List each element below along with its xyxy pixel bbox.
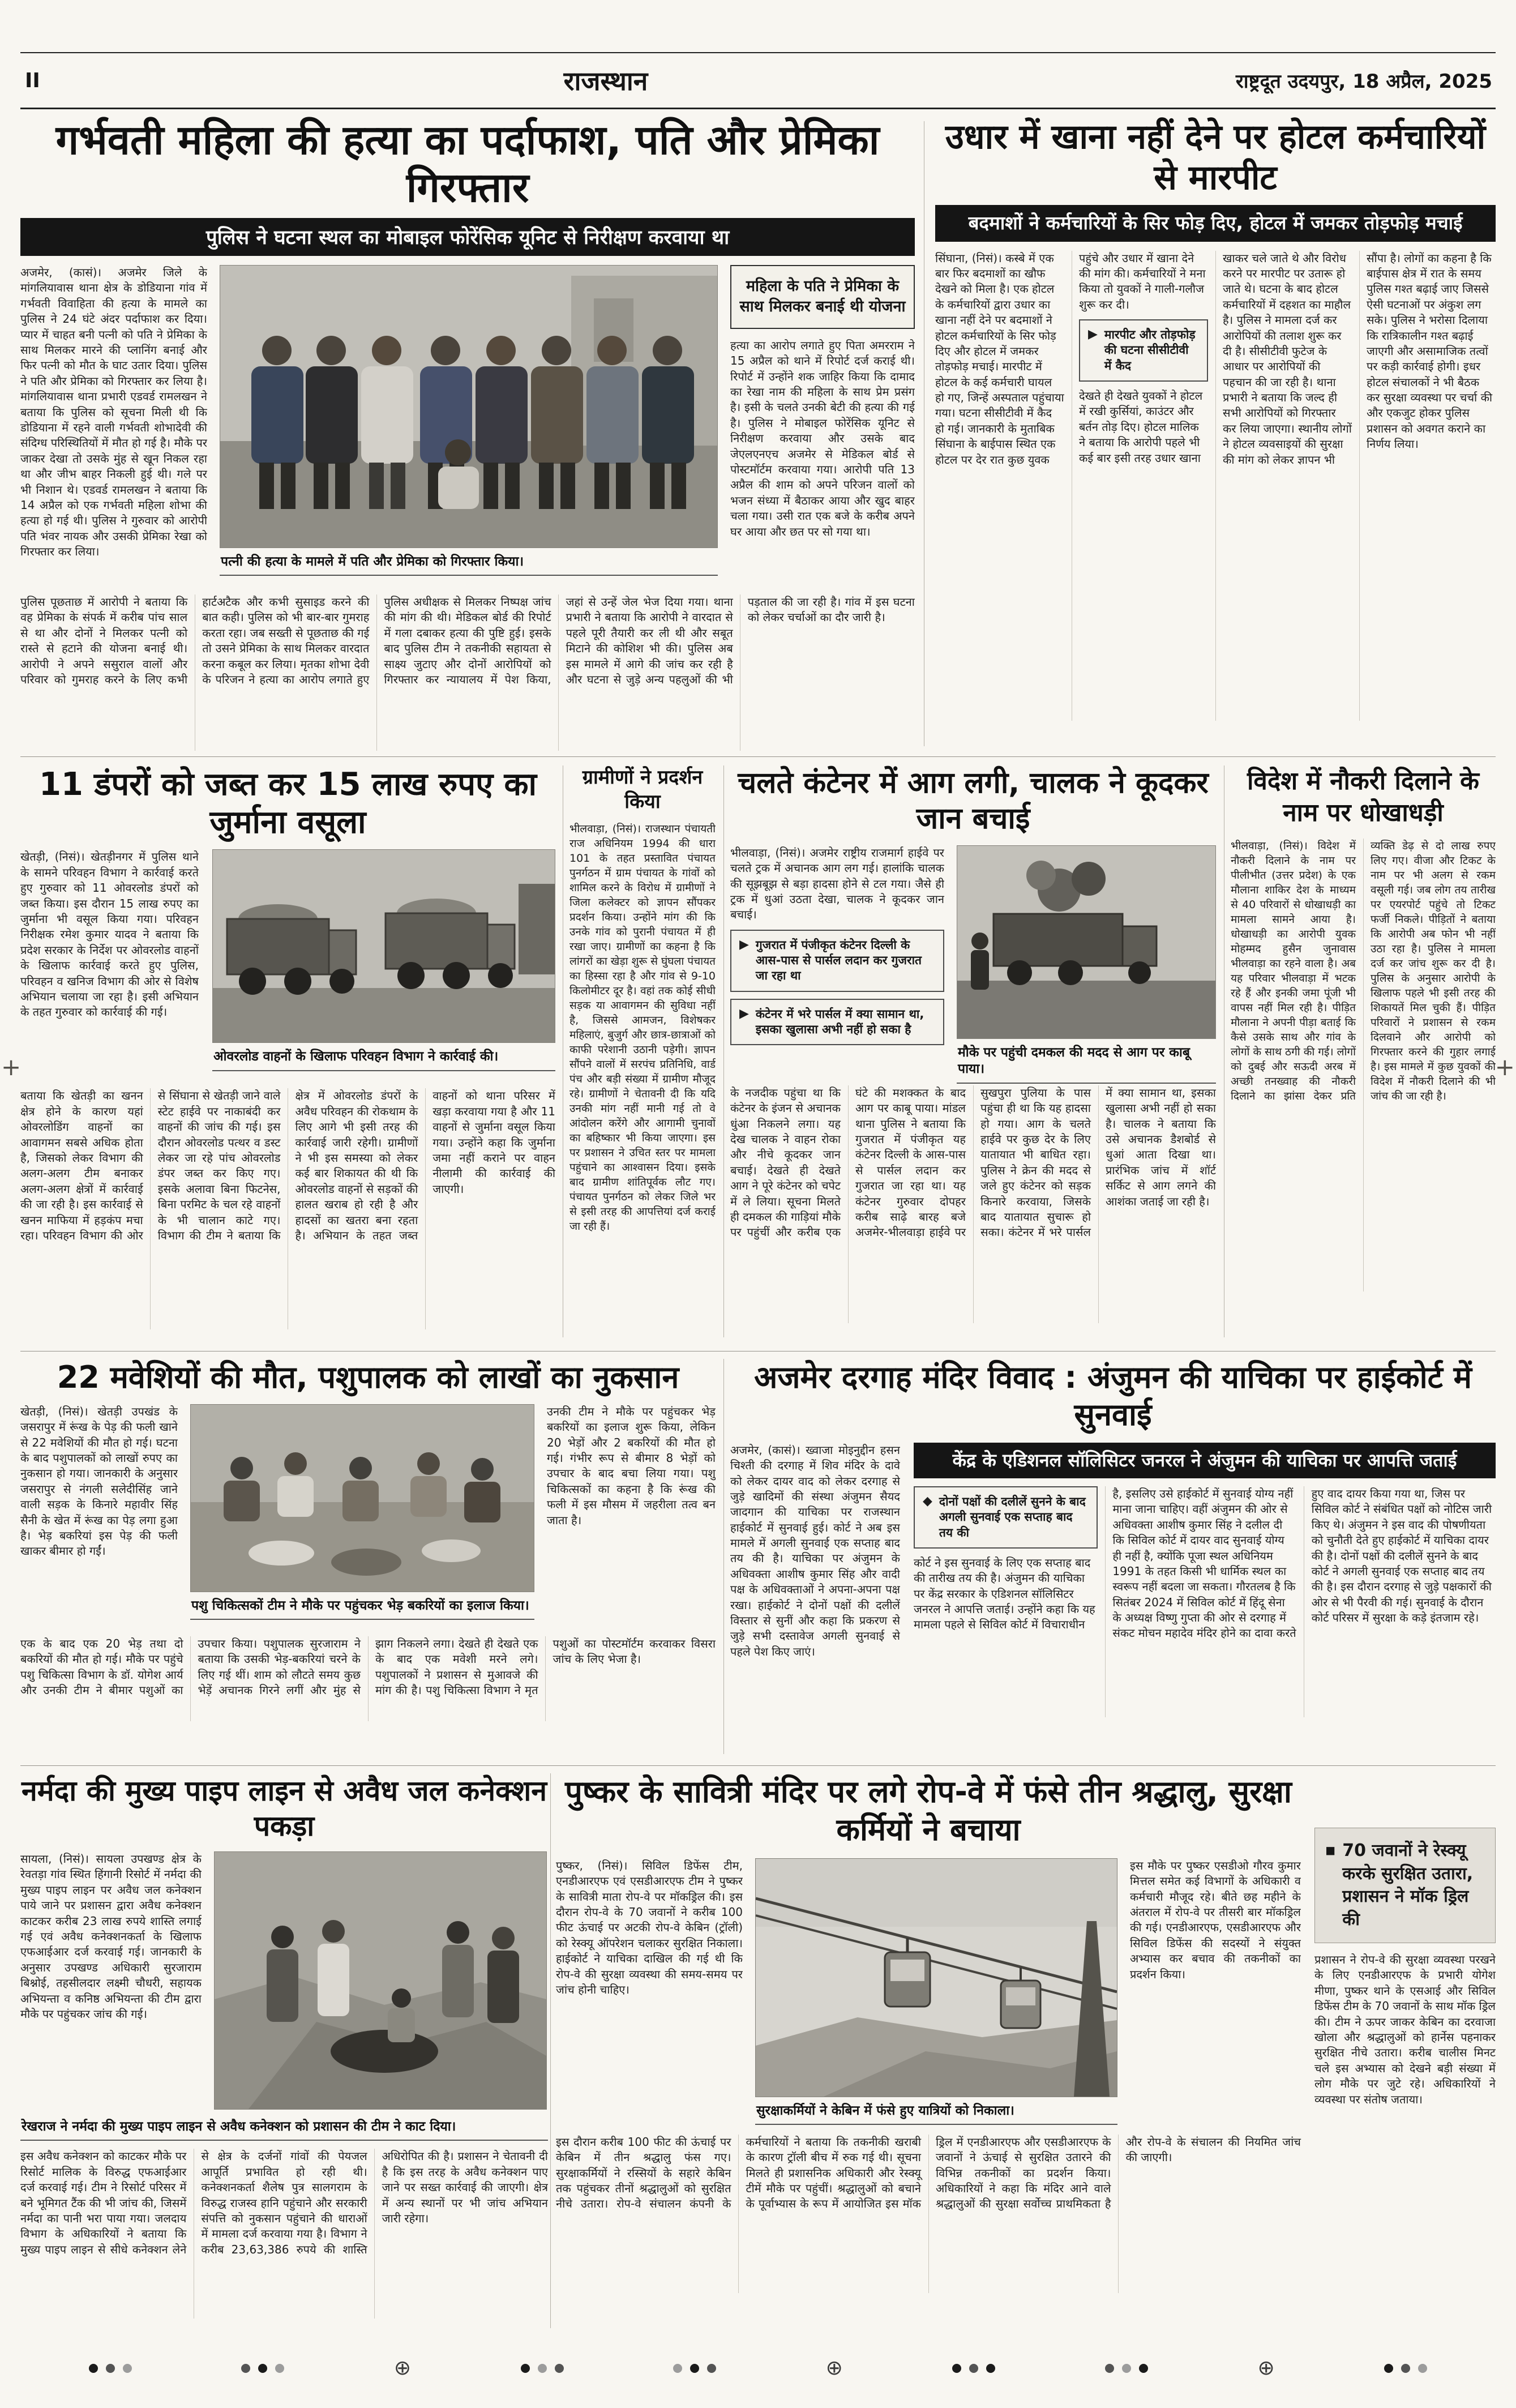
hotel-subhead: बदमाशों ने कर्मचारियों के सिर फोड़ दिए, होटल में जमकर तोड़फोड़ मचाई [935, 205, 1496, 242]
article-container-fire [730, 765, 1216, 1338]
crop-mark-icon: ⊕ [1257, 2356, 1275, 2380]
ropeway-main-col [556, 1773, 1301, 2331]
murder-side-col [730, 265, 915, 585]
narmada-headline: नर्मदा की मुख्य पाइप लाइन से अवैध जल कनेक्शन पकड़ा [22, 1774, 547, 1842]
narmada-top-row [20, 1851, 548, 2110]
cattle-headline: 22 मवेशियों की मौत, पशुपालक को लाखों का नुकसान [57, 1359, 679, 1395]
ropeway-layout [556, 1773, 1496, 2331]
hotel-body-2: देखते ही देखते युवकों ने होटल में रखी कुर्सियां, काउंटर और बर्तन तोड़ दिए। होटल मालिक ने बताया कि आरोपी पहले भी कई बार इसी तरह उधार खाना खाकर चले जाते थे और विरोध करने पर मारपीट पर उतारू हो जाते थे। घटना के बाद होटल कर्मचारियों में दहशत का माहौल है। पुलिस ने मामला दर्ज कर आरोपियों की तलाश शुरू कर दी है। सीसीटीवी फुटेज के आधार पर आरोपियों की पहचान की जा रही है। थाना प्रभारी ने बताया कि जल्द ही सभी आरोपियों को गिरफ्तार कर लिया जाएगा। स्थानीय लोगों ने होटल व्यवसाइयों की सुरक्षा की मांग को लेकर ज्ञापन भी सौंपा है। लोगों का कहना है कि बाईपास क्षेत्र में रात के समय पुलिस गश्त बढ़ाई जाए जिससे ऐसी घटनाओं पर अंकुश लग सके। पुलिस ने भरोसा दिलाया कि रात्रिकालीन गश्त बढ़ाई जाएगी और असामाजिक तत्वों पर कड़ी कार्रवाई होगी। इधर होटल संचालकों ने भी बैठक कर सुरक्षा व्यवस्था पर चर्चा की और एकजुट होकर पुलिस प्रशासन को अवगत कराने का निर्णय लिया। [1079, 251, 1493, 467]
hotel-body-columns [935, 251, 1496, 721]
dargah-body-columns [914, 1486, 1496, 1717]
registration-footer [34, 2349, 1482, 2388]
dargah-bullet-text: दोनों पक्षों की दलीलें सुनने के बाद अगली सुनवाई एक सप्ताह बाद तय की [939, 1494, 1086, 1539]
dumpers-body: बताया कि खेतड़ी का खनन क्षेत्र होने के कारण यहां ओवरलोडिंग वाहनों का आवागमन सबसे अधिक होता है, जिसको लेकर विभाग की अलग-अलग टीम बनाकर अलग-अलग क्षेत्रों में कार्रवाई की जा रही है। इस कार्रवाई से खनन माफिया में हड़कंप मचा रहा। परिवहन विभाग की ओर से सिंघाना से खेतड़ी जाने वाले स्टेट हाईवे पर नाकाबंदी कर वाहनों की जांच की गई। इस दौरान ओवरलोड पत्थर व डस्ट लेकर जा रहे पांच ओवरलोड डंपर जब्त कर किए गए। इसके अलावा बिना फिटनेस, बिना परमिट के चल रहे वाहनों के भी चालान काटे गए। विभाग की टीम ने बताया कि क्षेत्र में ओवरलोड डंपरों के अवैध परिवहन की रोकथाम के लिए आगे भी इसी तरह की कार्रवाई जारी रहेगी। ग्रामीणों ने भी इस समस्या को लेकर कई बार शिकायत की थी कि ओवरलोड वाहनों से सड़कों की हालत खराब हो रही है और हादसों का खतरा बना रहता है। अभियान के तहत जब्त वाहनों को थाना परिसर में खड़ा करवाया गया है और 11 वाहनों से जुर्माना वसूल किया गया। उन्होंने कहा कि जुर्माना जमा नहीं कराने पर वाहन नीलामी की कार्रवाई की जाएगी। [20, 1089, 555, 1242]
crop-mark-icon: ⊕ [825, 2356, 843, 2380]
cattle-caption: पशु चिकित्सकों टीम ने मौके पर पहुंचकर भेड़ बकरियों का इलाज किया। [190, 1592, 534, 1620]
crop-mark-icon: ⊕ [393, 2356, 412, 2380]
container-intro: भीलवाड़ा, (निसं)। अजमेर राष्ट्रीय राजमार्ग हाईवे पर चलते ट्रक में अचानक आग लग गई। हालांकि चालक की सूझबूझ से बड़ा हादसा होने से टल गया। जैसे ही ट्रक में धुआं उठता देखा, चालक ने कूदकर जान बचाई। [730, 845, 944, 922]
registration-dots [89, 2364, 132, 2373]
registration-dots [241, 2364, 284, 2373]
dumpers-intro: खेतड़ी, (निसं)। खेतड़ीनगर में पुलिस थाने के सामने परिवहन विभाग ने कार्रवाई करते हुए गुरुवार को 11 ओवरलोड डंपरों को जब्त किया। इस दौरान 15 लाख रुपए का जुर्माना भी वसूल किया गया। परिवहन निरीक्षक रमेश कुमार यादव ने बताया कि प्रदेश सरकार के निर्देश पर ओवरलोड वाहनों के खिलाफ कार्रवाई करते हुए पुलिस, परिवहन व खनिज विभाग की ओर से विशेष अभियान चलाया जा रहा है। इसी अभियान के तहत गुरुवार को कार्रवाई की गई। [20, 850, 199, 1019]
fraud-body: भीलवाड़ा, (निसं)। विदेश में नौकरी दिलाने के नाम पर पीलीभीत (उत्तर प्रदेश) के एक मौलाना शाकिर देश के माध्यम से 40 परिवारों से धोखाधड़ी का मामला सामने आया है। धोखाधड़ी का आरोपी युवक मोहम्मद हुसैन जुनावास भीलवाड़ा का रहने वाला है। अब यह परिवार भीलवाड़ा में भटक रहे हैं और इनकी जमा पूंजी भी वापस नहीं मिल रही है। पीड़ित मौलाना ने अपनी पीड़ा बताई कि कैसे उसके साथ और गांव के लोगों के साथ ठगी की गई। लोगों को दुबई और सऊदी अरब में अच्छी तनख्वाह की नौकरी दिलाने का झांसा देकर प्रति व्यक्ति डेढ़ से दो लाख रुपए लिए गए। वीजा और टिकट के नाम पर भी अलग से रकम वसूली गई। जब लोग तय तारीख पर एयरपोर्ट पहुंचे तो टिकट फर्जी निकले। पीड़ितों ने बताया कि आरोपी अब फोन भी नहीं उठा रहा है। पुलिस ने मामला दर्ज कर जांच शुरू कर दी है। पुलिस के अनुसार आरोपी के खिलाफ पहले भी इसी तरह की शिकायतें मिल चुकी हैं। पीड़ित परिवारों ने प्रशासन से रकम दिलवाने और आरोपी को गिरफ्तार करने की गुहार लगाई है। इस मामले में कुछ युवकों की विदेश में नौकरी दिलाने की भी जांच की जा रही है। [1231, 839, 1496, 1102]
article-dumpers [20, 765, 555, 1338]
registration-dots [1105, 2364, 1148, 2373]
masthead [20, 52, 1496, 109]
cattle-intro: खेतड़ी, (निसं)। खेतड़ी उपखंड के जसरापुर में रूंख के पेड़ की फली खाने से 22 मवेशियों की मौत हो गई। घटना के बाद पशुपालकों को लाखों रुपए का नुकसान हो गया। जानकारी के अनुसार जसरापुर से नंगली सलेदीसिंह जाने वाली सड़क के किनारे महावीर सिंह सैनी के खेत में रूंख का पेड़ लगा हुआ है। भेड़ बकरियां इस पेड़ की फली खाकर बीमार हो गईं। [20, 1404, 178, 1558]
diamond-icon: ◆ [923, 1494, 932, 1508]
divider-horizontal [20, 1765, 1496, 1766]
crop-mark-left: + [1, 1053, 22, 1081]
ropeway-top-row [556, 1858, 1301, 2127]
square-bullet-icon: ◼ [1325, 1844, 1336, 1858]
container-caption: मौके पर पहुंची दमकल की मदद से आग पर काबू पाया। [957, 1039, 1216, 1084]
dumpers-headline: 11 डंपरों को जब्त कर 15 लाख रुपए का जुर्माना वसूला [38, 766, 537, 841]
container-body: के नजदीक पहुंचा था कि कंटेनर के इंजन से अचानक धुंआ निकलने लगा। यह देख चालक ने वाहन रोका और नीचे कूदकर जान बचाई। देखते ही देखते आग ने पूरे कंटेनर को चपेट में ले लिया। सूचना मिलते ही दमकल की गाड़ियां मौके पर पहुंचीं और करीब एक घंटे की मशक्कत के बाद आग पर काबू पाया। मांडल थाना पुलिस ने बताया कि गुजरात में पंजीकृत यह कंटेनर दिल्ली के आस-पास से पार्सल लदान कर गुजरात जा रहा था। यह कंटेनर गुरुवार दोपहर करीब साढ़े बारह बजे अजमेर-भीलवाड़ा हाईवे पर सुखपुरा पुलिया के पास पहुंचा ही था कि यह हादसा हो गया। आग के चलते हाईवे पर कुछ देर के लिए यातायात भी बाधित रहा। पुलिस ने क्रेन की मदद से जले हुए कंटेनर को सड़क किनारे करवाया, जिसके बाद यातायात सुचारू हो सका। कंटेनर में भरे पार्सल में क्या सामान था, इसका खुलासा अभी नहीं हो सका है। चालक ने बताया कि उसे अचानक डैशबोर्ड से धुआं आता दिखा था। प्रारंभिक जांच में शॉर्ट सर्किट से आग लगने की आशंका जताई जा रही है। [730, 1085, 1216, 1239]
cattle-top-row [20, 1404, 716, 1628]
container-headline: चलते कंटेनर में आग लगी, चालक ने कूदकर जान बचाई [738, 766, 1209, 836]
dargah-main-row [730, 1443, 1496, 1737]
murder-side-text: हत्या का आरोप लगाते हुए पिता अमरराम ने 15 अप्रैल को थाने में रिपोर्ट दर्ज कराई थी। रिपोर्ट में उन्होंने शक जाहिर किया कि दामाद का रेखा नाम की महिला के साथ प्रेम प्रसंग है। इसी के चलते उनकी बेटी की हत्या की गई है। पुलिस ने मोबाइल फोरेंसिक यूनिट से निरीक्षण करवाया और उसके बाद जेएलएनएच अजमेर से मेडिकल बोर्ड से पोस्टमॉर्टम करवाया गया। आरोपी पति 13 अप्रैल की शाम को अपने परिजन वालों को भजन संध्या में बैठाकर आया और खुद बाहर चला गया। उसी रात एक बजे के करीब अपने घर आया और छत पर सो गया था। [730, 338, 915, 538]
protest-headline: ग्रामीणों ने प्रदर्शन किया [582, 766, 703, 813]
dargah-right-area [914, 1443, 1496, 1737]
hotel-box-text: मारपीट और तोड़फोड़ की घटना सीसीटीवी में कैद [1104, 328, 1196, 373]
divider-vertical [723, 765, 724, 1337]
article-ropeway [556, 1773, 1496, 2331]
murder-caption: पत्नी की हत्या के मामले में पति और प्रेमिका को गिरफ्तार किया। [220, 548, 718, 576]
ropeway-body: इस दौरान करीब 100 फीट की ऊंचाई पर केबिन में तीन श्रद्धालु फंस गए। सुरक्षाकर्मियों ने रस्सियों के सहारे केबिन तक पहुंचकर तीनों श्रद्धालुओं को सुरक्षित नीचे उतारा। रोप-वे संचालन कंपनी के कर्मचारियों ने बताया कि तकनीकी खराबी के कारण ट्रॉली बीच में रुक गई थी। सूचना मिलते ही प्रशासनिक अधिकारी और रेस्क्यू टीमें मौके पर पहुंचीं। श्रद्धालुओं को बचाने के पूर्वाभ्यास के रूप में आयोजित इस मॉक ड्रिल में एनडीआरएफ और एसडीआरएफ के जवानों ने ऊंचाई से सुरक्षित उतारने की विभिन्न तकनीकों का प्रदर्शन किया। अधिकारियों ने कहा कि मंदिर आने वाले श्रद्धालुओं की सुरक्षा सर्वोच्च प्राथमिकता है और रोप-वे के संचालन की नियमित जांच की जाएगी। [556, 2135, 1301, 2211]
hotel-body-1: सिंघाना, (निसं)। कस्बे में एक बार फिर बदमाशों का खौफ देखने को मिला है। एक होटल के कर्मचारियों द्वारा उधार का खाना नहीं देने पर बदमाशों ने होटल कर्मचारियों के सिर फोड़ दिए और होटल में जमकर तोड़फोड़ मचाई। मारपीट में होटल के कई कर्मचारी घायल हो गए, जिन्हें अस्पताल पहुंचाया गया। घटना सीसीटीवी में कैद हो गई। जानकारी के मुताबिक सिंघाना के बाईपास स्थित एक होटल पर देर रात कुछ युवक पहुंचे और उधार में खाना देने की मांग की। कर्मचारियों ने मना किया तो युवकों ने गाली-गलौज शुरू कर दी। [935, 251, 1206, 467]
registration-dots [521, 2364, 564, 2373]
murder-subhead: पुलिस ने घटना स्थल का मोबाइल फोरेंसिक यूनिट से निरीक्षण करवाया था [20, 218, 915, 256]
murder-headline: गर्भवती महिला की हत्या का पर्दाफाश, पति और प्रेमिका गिरफ्तार [55, 117, 880, 211]
narmada-body: इस अवैध कनेक्शन को काटकर मौके पर रिसोर्ट मालिक के विरुद्ध एफआईआर दर्ज करवाई गई। टीम ने रिसोर्ट परिसर में बने भूमिगत टैंक की भी जांच की, जिसमें नर्मदा का पानी भरा पाया गया। जलदाय विभाग के अधिकारियों ने बताया कि मुख्य पाइप लाइन से सीधे कनेक्शन लेने से क्षेत्र के दर्जनों गांवों की पेयजल आपूर्ति प्रभावित हो रही थी। कनेक्शनकर्ता शैलेष पुत्र सालगराम के विरुद्ध राजस्व हानि पहुंचाने और सरकारी संपत्ति को नुकसान पहुंचाने की धाराओं में मामला दर्ज करवाया गया है। विभाग ने करीब 23,63,386 रुपये की शास्ति अधिरोपित की है। प्रशासन ने चेतावनी दी है कि इस तरह के अवैध कनेक्शन पाए जाने पर सख्त कार्रवाई की जाएगी। क्षेत्र में अन्य स्थानों पर भी जांच अभियान जारी रहेगा। [20, 2149, 548, 2256]
photo-cattle-treatment [190, 1404, 534, 1592]
ropeway-sidebar-box [1314, 1828, 1496, 1943]
ropeway-headline: पुष्कर के सावित्री मंदिर पर लगे रोप-वे में फंसे तीन श्रद्धालु, सुरक्षा कर्मियों ने बचाया [565, 1774, 1292, 1847]
ropeway-caption: सुरक्षाकर्मियों ने केबिन में फंसे हुए यात्रियों को निकाला। [755, 2097, 1117, 2125]
article-dargah [730, 1359, 1496, 1756]
box-arrow-icon: ▶ [739, 937, 749, 952]
article-protest [569, 765, 716, 1338]
divider-vertical [550, 1773, 551, 2328]
protest-body: भीलवाड़ा, (निसं)। राजस्थान पंचायती राज अधिनियम 1994 की धारा 101 के तहत प्रस्तावित पंचायत पुनर्गठन में ग्राम पंचायत के गांवों को शामिल करने के विरोध में ग्रामीणों ने जिला कलेक्टर को ज्ञापन सौंपकर प्रदर्शन किया। उन्होंने मांग की कि उनके गांव को पुरानी पंचायत में ही रखा जाए। ग्रामीणों का कहना है कि लांगरों का खेड़ा शुरू से घुंघला पंचायत का हिस्सा रहा है और गांव से 9-10 किलोमीटर दूर है। वहां तक कोई सीधी सड़क या आवागमन की सुविधा नहीं है, जिससे आमजन, विशेषकर महिलाएं, बुजुर्ग और छात्र-छात्राओं को काफी परेशानी उठानी पड़ेगी। ज्ञापन सौंपने वालों में सरपंच प्रतिनिधि, वार्ड पंच और बड़ी संख्या में ग्रामीण मौजूद रहे। ग्रामीणों ने चेतावनी दी कि यदि उनकी मांग नहीं मानी गई तो वे आंदोलन करेंगे और आगामी चुनावों का बहिष्कार भी किया जाएगा। इस पर प्रशासन ने उचित स्तर पर मामला पहुंचाने का आश्वासन दिया। इसके बाद ग्रामीण शांतिपूर्वक लौट गए। पंचायत पुनर्गठन को लेकर जिले भर से इसी तरह की आपत्तियां दर्ज कराई जा रही हैं। [569, 823, 716, 1233]
divider-vertical [723, 1359, 724, 1754]
ropeway-side-text: इस मौके पर पुष्कर एसडीओ गौरव कुमार मित्तल समेत कई विभागों के अधिकारी व कर्मचारी मौजूद रहे। बीते छह महीने के अंतराल में रोप-वे पर तीसरी बार मॉकड्रिल की गई। एनडीआरएफ, एसडीआरएफ और सिविल डिफेंस की सदस्यों ने संयुक्त अभ्यास कर बचाव की तकनीकों का प्रदर्शन किया। [1130, 1858, 1301, 1981]
ropeway-sidebar-title: 70 जवानों ने रेस्क्यू करके सुरक्षित उतारा, प्रशासन ने मॉक ड्रिल की [1342, 1841, 1474, 1930]
photo-police-group [220, 265, 718, 548]
edition-dateline: राष्ट्रदूत उदयपुर, 18 अप्रैल, 2025 [1235, 70, 1492, 93]
registration-dots [1384, 2364, 1427, 2373]
photo-pipeline-inspection [214, 1851, 547, 2110]
article-cattle [20, 1359, 716, 1756]
box-arrow-icon: ▶ [1088, 327, 1098, 342]
murder-photo-figure [220, 265, 718, 585]
dargah-body: कोर्ट ने इस सुनवाई के लिए एक सप्ताह बाद की तारीख तय की है। अंजुमन की याचिका पर केंद्र सरकार के एडिशनल सॉलिसिटर जनरल ने आपत्ति जताई। उन्होंने कहा कि यह मामला पहले से सिविल कोर्ट में विचाराधीन है, इसलिए उसे हाईकोर्ट में सुनवाई योग्य नहीं माना जाना चाहिए। वहीं अंजुमन की ओर से अधिवक्ता आशीष कुमार सिंह ने दलील दी कि सिविल कोर्ट में दायर वाद सुनवाई योग्य ही नहीं है, क्योंकि पूजा स्थल अधिनियम 1991 के तहत किसी भी धार्मिक स्थल का स्वरूप नहीं बदला जा सकता। गौरतलब है कि सितंबर 2024 में सिविल कोर्ट में हिंदू सेना के अध्यक्ष विष्णु गुप्ता की ओर से दरगाह में संकट मोचन महादेव मंदिर होने का दावा करते हुए वाद दायर किया गया था, जिस पर सिविल कोर्ट ने संबंधित पक्षों को नोटिस जारी किए थे। अंजुमन ने इस वाद की पोषणीयता को चुनौती देते हुए हाईकोर्ट में याचिका दायर की है। दोनों पक्षों की दलीलें सुनने के बाद कोर्ट ने अगली सुनवाई एक सप्ताह बाद तय की है। इस दौरान दरगाह से जुड़े पक्षकारों की ओर से भी पैरवी की गई। सुनवाई के दौरान कोर्ट परिसर में सुरक्षा के कड़े इंतजाम रहे। [914, 1486, 1492, 1640]
dumpers-caption: ओवरलोड वाहनों के खिलाफ परिवहन विभाग ने कार्रवाई की। [212, 1043, 555, 1071]
section-title: राजस्थान [563, 66, 648, 96]
narmada-caption: रेखराज ने नर्मदा की मुख्य पाइप लाइन से अवैध कनेक्शन को प्रशासन की टीम ने काट दिया। [20, 2113, 548, 2141]
crop-mark-right: + [1494, 1053, 1515, 1081]
registration-dots [952, 2364, 995, 2373]
cattle-photo-figure [190, 1404, 534, 1628]
registration-dots [673, 2364, 716, 2373]
article-hotel [935, 117, 1496, 751]
murder-note-box: महिला के पति ने प्रेमिका के साथ मिलकर बनाई थी योजना [730, 265, 915, 329]
murder-top-row [20, 265, 915, 585]
photo-dump-trucks [212, 849, 555, 1043]
dumpers-photo-figure [212, 849, 555, 1080]
photo-ropeway-cablecar [755, 1858, 1117, 2097]
hotel-headline: उधार में खाना नहीं देने पर होटल कर्मचारियों से मारपीट [945, 117, 1486, 198]
article-murder [20, 117, 915, 751]
murder-intro: अजमेर, (कासं)। अजमेर जिले के मांगलियावास थाना क्षेत्र के डोडियाना गांव में गर्भवती विवाहिता की हत्या के मामले का पुलिस ने 24 घंटे अंदर पर्दाफाश कर दिया। प्यार में चाहत बनी पत्नी को पति ने प्रेमिका के साथ मिलकर मारने की प्लानिंग बनाई और फिर पत्नी को मौत के घाट उतार दिया। पुलिस ने पति और प्रेमिका को गिरफ्तार कर लिया है। मांगलियावास थाना प्रभारी एडवर्ड रामलखन ने बताया कि पुलिस को सूचना मिली थी कि डोडियाना में रहने वाली गर्भवती शोभादेवी की संदिग्ध परिस्थितियों में मौत हो गई है। मौके पर जाकर देखा तो उसके मुंह से खून निकल रहा था और जीभ बाहर निकली हुई थी। गले पर भी निशान थे। एडवर्ड रामलखन ने बताया कि 14 अप्रैल को एक गर्भवती महिला शोभा की हत्या हो गई थी। पुलिस ने गुरुवार को आरोपी पति भंवर नायक और उसकी प्रेमिका रेखा को गिरफ्तार कर लिया। [20, 266, 207, 559]
murder-body: पुलिस पूछताछ में आरोपी ने बताया कि वह प्रेमिका के संपर्क में करीब पांच साल से था और दोनों ने मिलकर पत्नी को रास्ते से हटाने की योजना बनाई थी। आरोपी ने अपने ससुराल वालों और परिवार को गुमराह करने के लिए कभी हार्टअटैक और कभी सुसाइड करने की बात कही। पुलिस को भी बार-बार गुमराह करता रहा। जब सख्ती से पूछताछ की गई तो उसने प्रेमिका के साथ मिलकर वारदात करना कबूल कर लिया। मृतका शोभा देवी के परिजन ने हत्या का आरोप लगाते हुए पुलिस अधीक्षक से मिलकर निष्पक्ष जांच की मांग की थी। मेडिकल बोर्ड की रिपोर्ट में गला दबाकर हत्या की पुष्टि हुई। इसके बाद पुलिस टीम ने तकनीकी सहायता से साक्ष्य जुटाए और दोनों आरोपियों को गिरफ्तार कर न्यायालय में पेश किया, जहां से उन्हें जेल भेज दिया गया। थाना प्रभारी ने बताया कि आरोपी ने वारदात से पहले पूरी तैयारी कर ली थी और सबूत मिटाने की कोशिश भी की। पुलिस अब इस मामले में आगे की जांच कर रही है और घटना से जुड़े अन्य पहलुओं की भी पड़ताल की जा रही है। गांव में इस घटना को लेकर चर्चाओं का दौर जारी है। [20, 595, 915, 686]
ropeway-sidebar [1314, 1773, 1496, 2331]
dargah-bullet-box [914, 1486, 1098, 1549]
dargah-intro: अजमेर, (कासं)। ख्वाजा मोइनुद्दीन हसन चिश्ती की दरगाह में शिव मंदिर के दावे को लेकर दायर वाद को लेकर दरगाह से जुड़े खादिमों की संस्था अंजुमन सैयद जादगान की याचिका पर राजस्थान हाईकोर्ट में सुनवाई हुई। कोर्ट ने अब इस मामले में अगली सुनवाई एक सप्ताह बाद तय की है। याचिका पर अंजुमन के अधिवक्ता आशीष कुमार सिंह और वादी पक्ष के अधिवक्ताओं ने अपना-अपना पक्ष रखा। हाईकोर्ट ने दोनों पक्षों की दलीलें विस्तार से सुनीं और कहा कि प्रकरण से जुड़े सभी दस्तावेज अगली सुनवाई से पहले पेश किए जाएं। [730, 1443, 900, 1658]
article-narmada [20, 1773, 548, 2331]
divider-horizontal [20, 756, 1496, 757]
dargah-headline: अजमेर दरगाह मंदिर विवाद : अंजुमन की याचिका पर हाईकोर्ट में सुनवाई [754, 1359, 1472, 1432]
ropeway-photo-figure [755, 1858, 1117, 2127]
container-top-row [730, 845, 1216, 1077]
hotel-highlight-box [1079, 319, 1208, 382]
container-box-2-text: कंटेनर में भरे पार्सल में क्या सामान था, इसका खुलासा अभी नहीं हो सका है [755, 1007, 924, 1037]
cattle-side-text: उनकी टीम ने मौके पर पहुंचकर भेड़ बकरियों का इलाज शुरू किया, लेकिन 20 भेड़ों और 2 बकरियों की मौत हो गई। गंभीर रूप से बीमार 8 भेड़ों को उपचार के बाद बचा लिया गया। पशु चिकित्सकों का कहना है कि रूंख की फली में इस मौसम में जहरीला तत्व बन जाता है। [547, 1404, 716, 1527]
article-fraud [1231, 765, 1496, 1338]
box-arrow-icon: ▶ [739, 1006, 749, 1021]
container-photo-figure [957, 845, 1216, 1077]
container-left-col [730, 845, 944, 1077]
ropeway-intro: पुष्कर, (निसं)। सिविल डिफेंस टीम, एनडीआरएफ एवं एसडीआरएफ टीम ने पुष्कर के सावित्री माता रोप-वे पर मॉकड्रिल की। इस दौरान रोप-वे के 70 जवानों ने करीब 100 फीट ऊंचाई पर अटकी रोप-वे केबिन (ट्रॉली) को रेस्क्यू ऑपरेशन चलाकर सुरक्षित निकाला। हाईकोर्ट ने याचिका दाखिल की गई थी कि रोप-वे की सुरक्षा व्यवस्था की समय-समय पर जांच होनी चाहिए। [556, 1858, 743, 1997]
narmada-intro: सायला, (निसं)। सायला उपखण्ड क्षेत्र के रेवतड़ा गांव स्थित हिंगानी रिसोर्ट में नर्मदा की मुख्य पाइप लाइन पर अवैध जल कनेक्शन पाये जाने पर प्रशासन द्वारा अवैध कनेक्शन काटकर करीब 23 लाख रुपये शास्ति लगाई गई एवं अवैध कनेक्शनकर्ता के खिलाफ एफआईआर दर्ज करवाई गई। जानकारी के अनुसार उपखण्ड अधिकारी सुरजाराम बिश्नोई, तहसीलदार लक्ष्मी चौधरी, सहायक अभियन्ता व कनिष्ठ अभियन्ता की टीम द्वारा मौके पर पहुंचकर जांच की गई। [20, 1852, 202, 2021]
container-box-1 [730, 930, 944, 992]
dumpers-top-row [20, 849, 555, 1080]
photo-container-fire [957, 845, 1216, 1039]
dargah-subhead: केंद्र के एडिशनल सॉलिसिटर जनरल ने अंजुमन की याचिका पर आपत्ति जताई [914, 1443, 1496, 1478]
fraud-headline: विदेश में नौकरी दिलाने के नाम पर धोखाधड़ी [1247, 767, 1479, 828]
page-number: II [25, 69, 40, 92]
cattle-body: एक के बाद एक 20 भेड़ तथा दो बकरियों की मौत हो गई। मौके पर पहुंचे पशु चिकित्सा विभाग के डॉ. योगेश आर्य और उनकी टीम ने बीमार पशुओं का उपचार किया। पशुपालक सुरजाराम ने बताया कि उसकी भेड़-बकरियां चरने के लिए गई थीं। शाम को लौटते समय कुछ भेड़ें अचानक गिरने लगीं और मुंह से झाग निकलने लगा। देखते ही देखते एक के बाद एक मवेशी मरने लगे। पशुपालकों ने प्रशासन से मुआवजे की मांग की है। पशु चिकित्सा विभाग ने मृत पशुओं का पोस्टमॉर्टम करवाकर विसरा जांच के लिए भेजा है। [20, 1636, 716, 1697]
container-box-2 [730, 999, 944, 1046]
container-box-1-text: गुजरात में पंजीकृत कंटेनर दिल्ली के आस-पास से पार्सल लदान कर गुजरात जा रहा था [755, 938, 922, 983]
ropeway-sidebar-body: प्रशासन ने रोप-वे की सुरक्षा व्यवस्था परखने के लिए एनडीआरएफ के प्रभारी योगेश मीणा, पुष्कर थाने के एसआई और सिविल डिफेंस टीम के 70 जवानों के साथ मॉक ड्रिल की। टीम ने ऊपर जाकर केबिन का दरवाजा खोला और श्रद्धालुओं को हार्नेस पहनाकर सुरक्षित नीचे उतारा। करीब चालीस मिनट चले इस अभ्यास को देखने बड़ी संख्या में लोग मौके पर जुटे रहे। अधिकारियों ने व्यवस्था पर संतोष जताया। [1314, 1953, 1496, 2106]
